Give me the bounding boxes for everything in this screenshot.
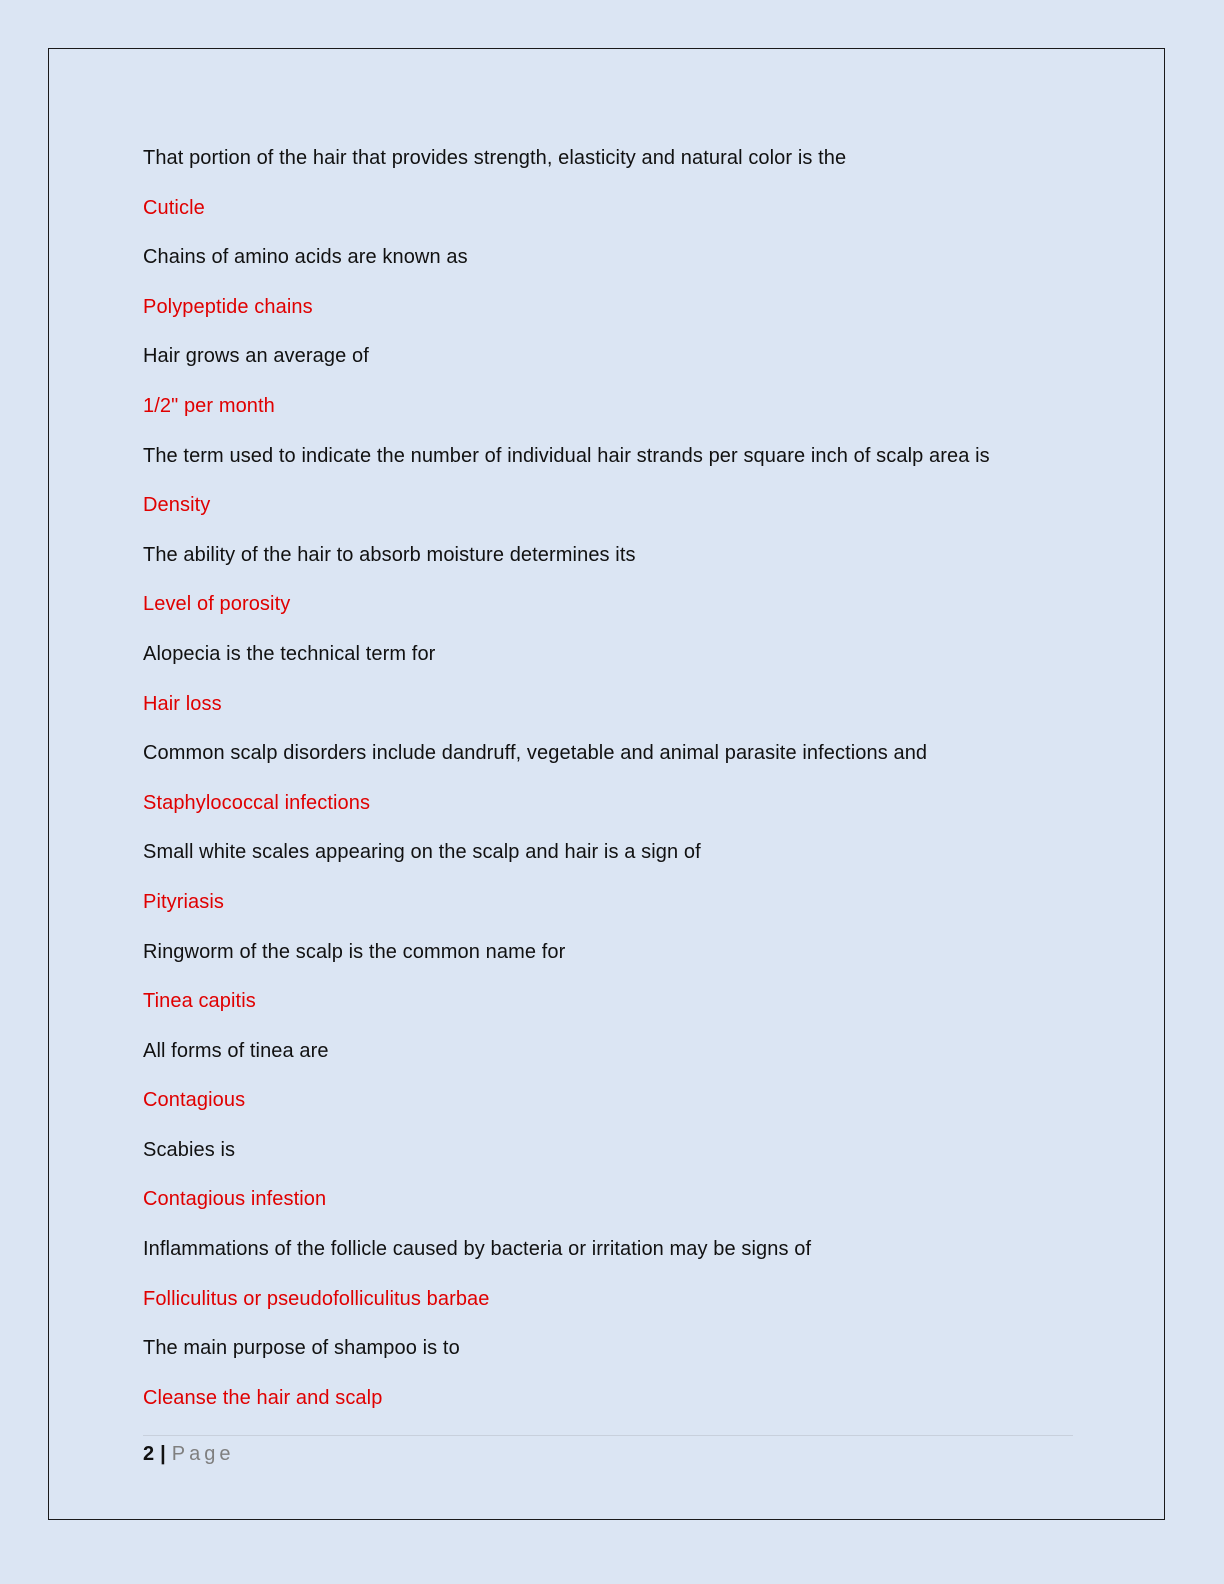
question-11: Scabies is (143, 1138, 236, 1161)
page-number: 2 (143, 1443, 155, 1465)
question-10: All forms of tinea are (143, 1039, 329, 1062)
question-7: Common scalp disorders include dandruff, vegetable and animal parasite infections and (143, 742, 928, 765)
answer-3: 1/2" per month (143, 394, 275, 417)
answer-9: Tinea capitis (143, 990, 256, 1013)
question-4: The term used to indicate the number of individual hair strands per square inch of scalp area is (143, 444, 990, 467)
answer-5: Level of porosity (143, 593, 291, 616)
answer-2: Polypeptide chains (143, 295, 313, 318)
question-6: Alopecia is the technical term for (143, 642, 436, 665)
answer-11: Contagious infestion (143, 1188, 327, 1211)
question-answer-list (143, 142, 1083, 1431)
question-5: The ability of the hair to absorb moisture determines its (143, 543, 636, 566)
answer-13: Cleanse the hair and scalp (143, 1386, 383, 1409)
answer-12: Folliculitus or pseudofolliculitus barbae (143, 1287, 490, 1310)
answer-7: Staphylococcal infections (143, 791, 371, 814)
answer-8: Pityriasis (143, 890, 225, 913)
footer-separator: | (160, 1443, 166, 1465)
answer-10: Contagious (143, 1089, 246, 1112)
question-3: Hair grows an average of (143, 345, 369, 368)
answer-6: Hair loss (143, 692, 222, 715)
question-2: Chains of amino acids are known as (143, 246, 468, 269)
page-footer (143, 1440, 234, 1468)
question-9: Ringworm of the scalp is the common name for (143, 940, 566, 963)
answer-1: Cuticle (143, 196, 205, 219)
question-1: That portion of the hair that provides strength, elasticity and natural color is the (143, 147, 847, 169)
answer-4: Density (143, 494, 211, 517)
footer-divider (143, 1435, 1073, 1436)
question-13: The main purpose of shampoo is to (143, 1337, 460, 1360)
question-12: Inflammations of the follicle caused by bacteria or irritation may be signs of (143, 1238, 812, 1261)
question-8: Small white scales appearing on the scalp and hair is a sign of (143, 841, 701, 864)
page-label: Page (171, 1443, 235, 1465)
